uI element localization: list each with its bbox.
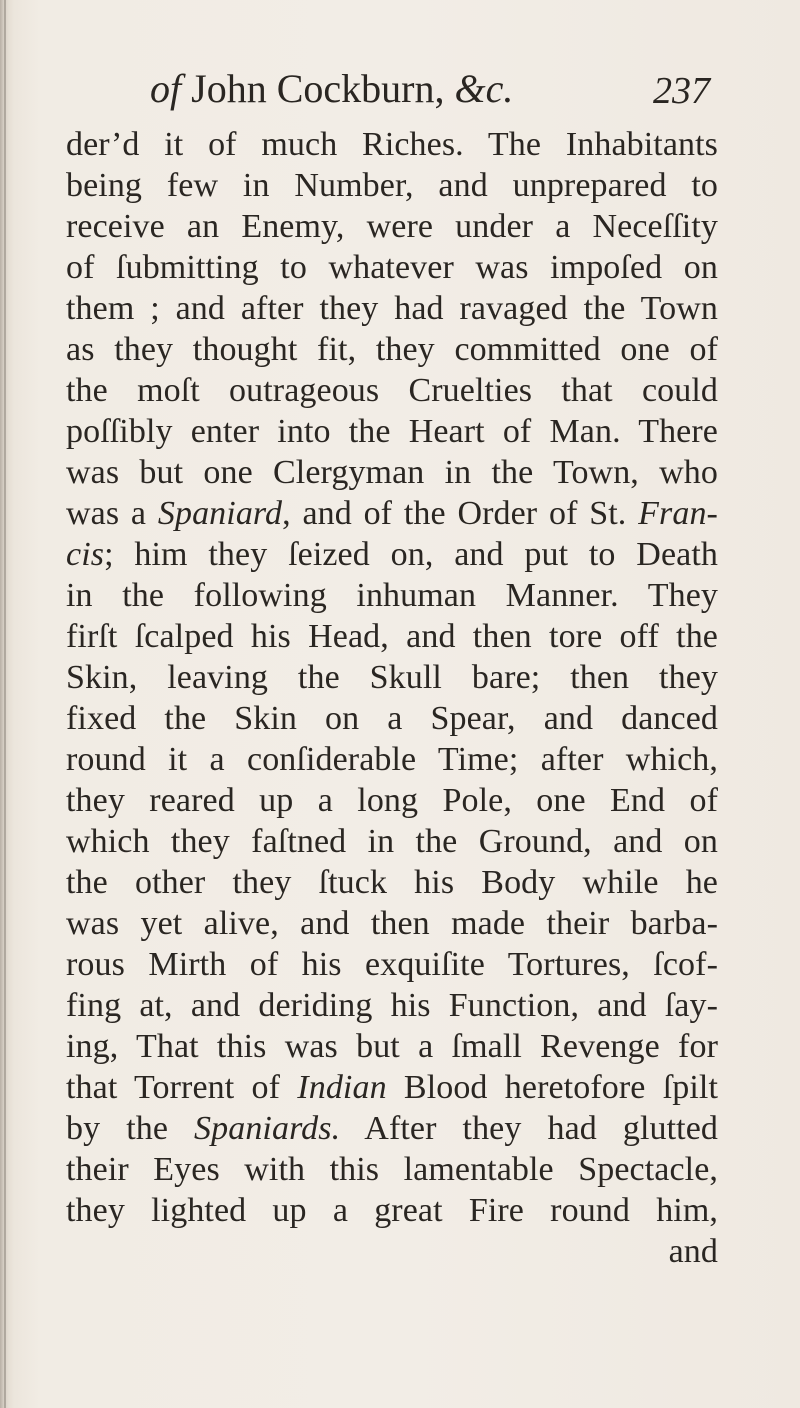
italic-word: Spaniards. [194,1110,341,1147]
text-line: receive an Enemy, were under a Neceſſity [66,208,718,245]
italic-word: Spaniard [157,495,283,532]
text-line: which they faſtned in the Ground, and on [66,823,718,860]
text-line: they lighted up a great Fire round him, [66,1192,718,1229]
text-line: fing at, and deriding his Function, and ſay- [66,987,718,1024]
text-line: round it a conſiderable Time; after which, [66,741,718,778]
text-line: rous Mirth of his exquiſite Tortures, ſcof- [66,946,718,983]
text-line: in the following inhuman Manner. They [66,577,718,614]
text-line: was but one Clergyman in the Town, who [66,454,718,491]
page-number: 237 [653,70,710,112]
text-line: was yet alive, and then made their barba- [66,905,718,942]
header-title: John Cockburn, [191,66,445,111]
running-header [150,64,710,114]
text-line: they reared up a long Pole, one End of [66,782,718,819]
header-of: of [150,66,182,111]
page-binding-line [4,0,6,1408]
text-line: and [668,1233,718,1270]
text-line: by the Spaniards. After they had glutted [66,1110,718,1147]
page-binding-shadow [0,0,14,1408]
text-line: ing, That this was but a ſmall Revenge for [66,1028,718,1065]
text-line: poſſibly enter into the Heart of Man. There [66,413,718,450]
text-line: that Torrent of Indian Blood heretofore ſpilt [66,1069,718,1106]
text-line: fixed the Skin on a Spear, and danced [66,700,718,737]
text-line: the other they ſtuck his Body while he [66,864,718,901]
italic-word: Fran- [638,495,718,532]
body-text [66,124,718,1272]
header-etc: &c. [454,66,514,111]
text-line: as they thought fit, they committed one of [66,331,718,368]
italic-word: cis [66,536,105,573]
italic-word: Indian [297,1069,387,1106]
text-line: der’d it of much Riches. The Inhabitants [66,126,718,163]
text-line: of ſubmitting to whatever was impoſed on [66,249,718,286]
text-line: being few in Number, and unprepared to [66,167,718,204]
text-line: their Eyes with this lamentable Spectacle, [66,1151,718,1188]
text-line: the moſt outrageous Cruelties that could [66,372,718,409]
text-line: firſt ſcalped his Head, and then tore off the [66,618,718,655]
text-line: them ; and after they had ravaged the Town [66,290,718,327]
text-line: cis; him they ſeized on, and put to Death [66,536,718,573]
text-line: Skin, leaving the Skull bare; then they [66,659,718,696]
text-line: was a Spaniard, and of the Order of St. Fran- [66,495,718,532]
